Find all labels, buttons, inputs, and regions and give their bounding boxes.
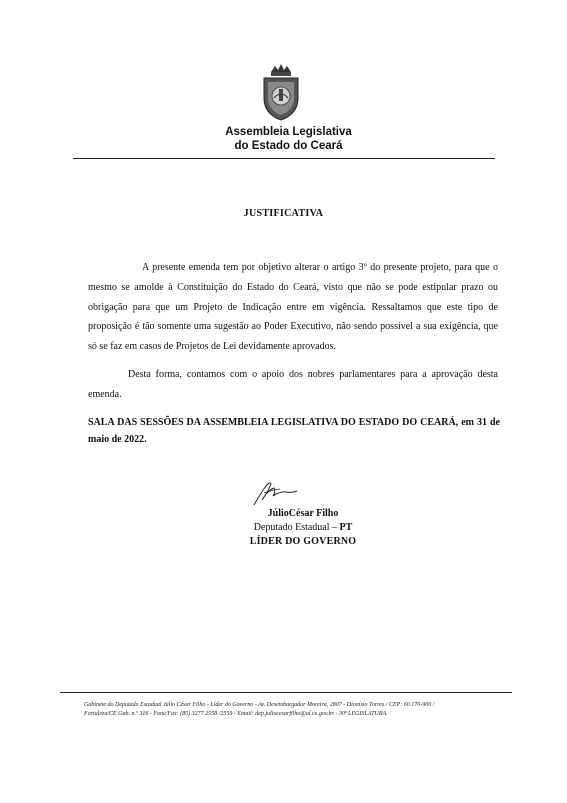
header-divider	[73, 158, 495, 159]
institution-name: Assembleia Legislativa	[225, 126, 352, 138]
support-paragraph: Desta forma, contamos com o apoio dos nobres parlamentares para a aprovação desta emenda.	[88, 369, 498, 400]
signatory-party: PT	[339, 522, 353, 533]
session-closing: SALA DAS SESSÕES DA ASSEMBLEIA LEGISLATIVA DO ESTADO DO CEARÁ, em 31 de maio de 2022.	[88, 417, 500, 445]
handwritten-signature	[250, 478, 300, 508]
footer-address-line: Gabinete do Deputado Estadual Júlio César Filho - Líder do Governo - Av. Desembargador Moreira, 2807 - Dionísio Torres / CEP: 60.170-900 /	[84, 702, 435, 708]
signatory-role	[228, 521, 378, 534]
signatory-title: Deputado Estadual –	[253, 522, 340, 533]
footer-contact-line: Fortaleza/CE Gab. n.º 316 - Fone/Fax: (85) 3277.2558 /2559 - Email: dep.juliocesarfilho@al.ce.gov.br - 30ª LEGISLATURA.	[84, 711, 388, 717]
signatory-position: LÍDER DO GOVERNO	[249, 536, 357, 547]
state-coat-of-arms-icon	[259, 62, 303, 122]
office-footer	[84, 701, 514, 719]
signatory-name: JúlioCésar Filho	[267, 508, 339, 519]
justification-paragraph: A presente emenda tem por objetivo alterar o artigo 3º do presente projeto, para que o mesmo se amolde à Constituição do Estado do Ceará, visto que não se pode estipular prazo ou obrigação para que um Projeto de Indicação entre em vigência. Ressaltamos que este tipo de proposição é tão somente uma sugestão ao Poder Executivo, não sendo possível a sua exigência, que só se faz em casos de Projetos de Lei devidamente aprovados.	[88, 262, 498, 353]
document-title: JUSTIFICATIVA	[243, 208, 324, 219]
institution-state: do Estado do Ceará	[234, 140, 343, 152]
footer-divider	[60, 692, 512, 693]
